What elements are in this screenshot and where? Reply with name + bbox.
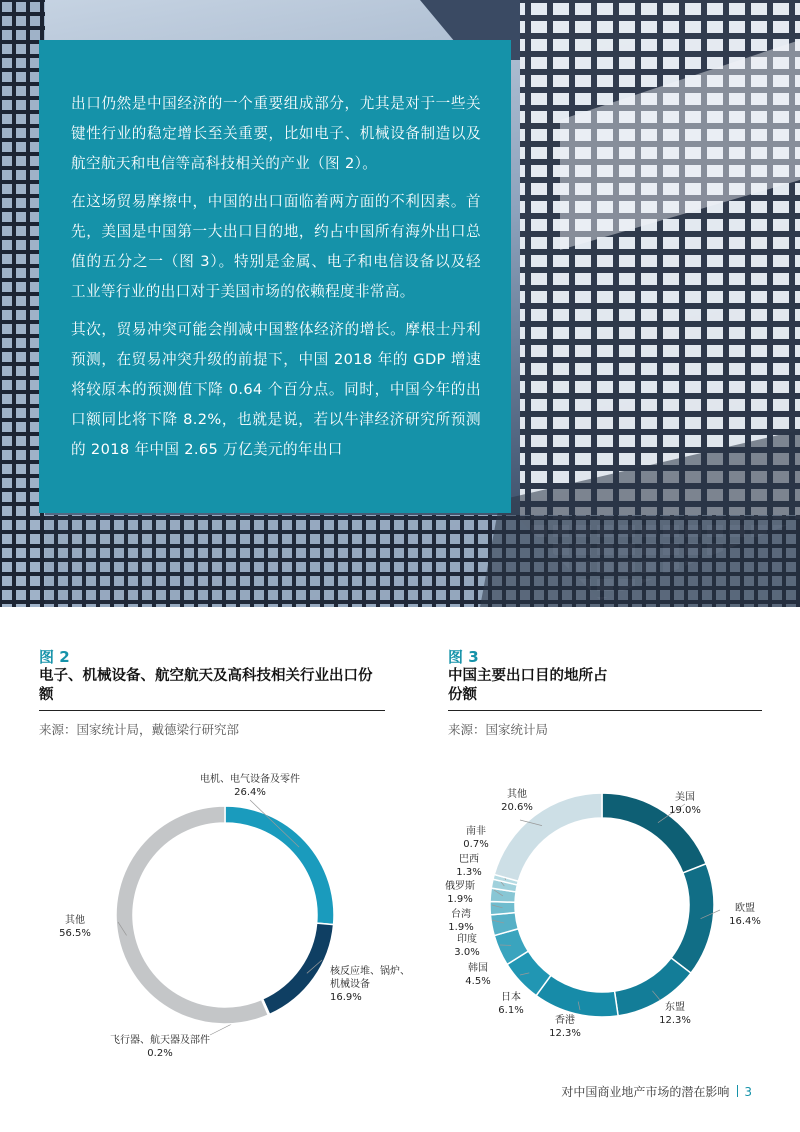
chart3-value-label-10: 0.7% <box>463 839 489 850</box>
chart2-slice-1 <box>263 923 334 1014</box>
intro-text-panel <box>39 40 511 513</box>
figure-3-donut-chart <box>420 760 800 1080</box>
chart3-value-label-6: 3.0% <box>454 947 480 958</box>
figure-2-donut-chart <box>0 760 440 1080</box>
figure-3-divider <box>448 710 762 711</box>
chart2-value-label-3: 56.5% <box>59 928 91 939</box>
chart3-category-label-4: 日本 <box>501 992 521 1003</box>
chart3-value-label-2: 12.3% <box>659 1015 691 1026</box>
chart2-category-label-3: 其他 <box>65 915 85 926</box>
figure-2-divider <box>39 710 385 711</box>
paragraph-2: 在这场贸易摩擦中，中国的出口面临着两方面的不利因素。首先，美国是中国第一大出口目的地，约占中国所有海外出口总值的五分之一（图 3）。特别是金属、电子和电信设备以及轻工业等行业的出口对于美国市场的依赖程度非常高。 <box>71 193 481 300</box>
chart3-category-label-11: 其他 <box>507 789 527 800</box>
chart3-category-label-7: 台湾 <box>451 909 471 920</box>
figure-2-header <box>39 648 385 738</box>
chart3-category-label-8: 俄罗斯 <box>445 881 475 892</box>
figure-2-source: 来源：国家统计局，戴德梁行研究部 <box>39 722 240 737</box>
footer-title: 对中国商业地产市场的潜在影响 <box>561 1085 730 1099</box>
chart3-category-label-2: 东盟 <box>665 1002 685 1013</box>
chart3-value-label-11: 20.6% <box>501 802 533 813</box>
figure-2-title: 电子、机械设备、航空航天及高科技相关行业出口份额 <box>39 668 373 703</box>
figure-3-source: 来源：国家统计局 <box>448 722 549 737</box>
chart3-value-label-7: 1.9% <box>448 922 474 933</box>
chart3-category-label-0: 美国 <box>675 792 695 803</box>
page-footer <box>561 1083 752 1100</box>
page-number: 3 <box>744 1085 752 1099</box>
chart3-value-label-4: 6.1% <box>498 1005 524 1016</box>
chart3-slice-3 <box>536 975 618 1017</box>
paragraph-3: 其次，贸易冲突可能会削减中国整体经济的增长。摩根士丹利预测，在贸易冲突升级的前提下，中国 2018 年的 GDP 增速将较原本的预测值下降 0.64 个百分点。同时，中国今年的出口额同比将下降 8.2%，也就是说，若以牛津经济研究所预测的 2018 年中国 2.65 万亿美元的年出口 <box>71 321 481 458</box>
chart2-value-label-0: 26.4% <box>234 787 266 798</box>
figure-2-number: 图 2 <box>39 648 70 666</box>
paragraph-1: 出口仍然是中国经济的一个重要组成部分，尤其是对于一些关键性行业的稳定增长至关重要，比如电子、机械设备制造以及航空航天和电信等高科技相关的产业（图 2）。 <box>71 95 481 172</box>
chart3-value-label-9: 1.3% <box>456 867 482 878</box>
figure-3-header <box>448 648 762 738</box>
chart3-slice-7 <box>490 901 515 914</box>
chart2-category-label-2: 飞行器、航天器及部件 <box>110 1035 210 1046</box>
figure-3-title: 中国主要出口目的地所占份额 <box>448 668 608 703</box>
chart3-value-label-0: 19.0% <box>669 805 701 816</box>
chart3-value-label-5: 4.5% <box>465 976 491 987</box>
figure-3-number: 图 3 <box>448 648 479 666</box>
chart3-slice-1 <box>671 864 714 973</box>
chart3-category-label-1: 欧盟 <box>735 903 755 914</box>
chart3-value-label-3: 12.3% <box>549 1028 581 1039</box>
chart2-category-label-1: 机械设备 <box>330 979 370 990</box>
chart3-value-label-1: 16.4% <box>729 916 761 927</box>
chart3-category-label-10: 南非 <box>466 826 486 837</box>
chart2-value-label-2: 0.2% <box>147 1048 173 1059</box>
chart3-category-label-9: 巴西 <box>459 854 479 865</box>
footer-separator <box>737 1085 738 1097</box>
chart2-slice-3 <box>116 806 268 1024</box>
chart3-value-label-8: 1.9% <box>447 894 473 905</box>
chart3-category-label-5: 韩国 <box>468 963 488 974</box>
chart2-category-label-0: 电机、电气设备及零件 <box>200 774 300 785</box>
chart3-category-label-3: 香港 <box>555 1015 575 1026</box>
chart3-category-label-6: 印度 <box>457 934 477 945</box>
chart2-slice-0 <box>225 806 334 925</box>
chart2-value-label-1: 16.9% <box>330 992 362 1003</box>
chart2-category-label-1: 核反应堆、锅炉、 <box>330 966 410 977</box>
